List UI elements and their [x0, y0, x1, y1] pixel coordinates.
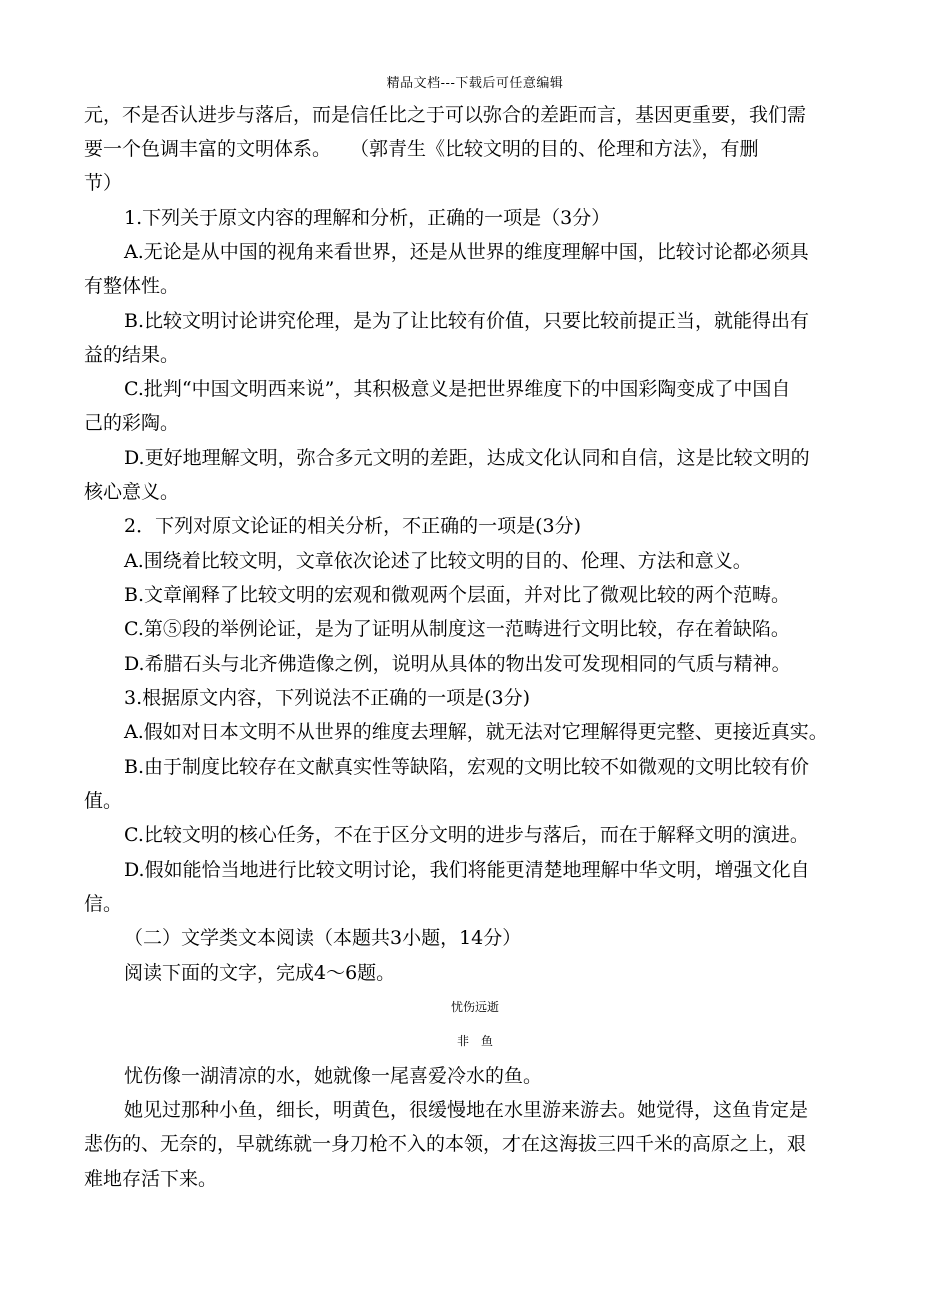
question-3: 3.根据原文内容，下列说法不正确的一项是(3分)	[124, 687, 531, 709]
option-3d: D.假如能恰当地进行比较文明讨论，我们将能更清楚地理解中华文明，增强文化自	[124, 859, 810, 881]
instruction: 阅读下面的文字，完成4～6题。	[124, 962, 396, 984]
option-2b: B.文章阐释了比较文明的宏观和微观两个层面，并对比了微观比较的两个范畴。	[124, 584, 791, 606]
option-3a: A.假如对日本文明不从世界的维度去理解，就无法对它理解得更完整、更接近真实。	[124, 721, 828, 743]
option-2d: D.希腊石头与北齐佛造像之例，说明从具体的物出发可发现相同的气质与精神。	[124, 653, 791, 675]
text-line: 有整体性。	[84, 275, 180, 297]
section-heading: （二）文学类文本阅读（本题共3小题，14分）	[124, 927, 522, 949]
option-1b: B.比较文明讨论讲究伦理，是为了让比较有价值，只要比较前提正当，就能得出有	[124, 310, 810, 332]
text-line: 难地存活下来。	[84, 1168, 218, 1190]
story-paragraph: 她见过那种小鱼，细长，明黄色，很缓慢地在水里游来游去。她觉得，这鱼肯定是	[124, 1099, 809, 1121]
text-line: 要一个色调丰富的文明体系。 （郭青生《比较文明的目的、伦理和方法》，有删	[84, 138, 759, 160]
story-title: 忧伤远逝	[450, 1000, 499, 1014]
option-2c: C.第⑤段的举例论证，是为了证明从制度这一范畴进行文明比较，存在着缺陷。	[124, 618, 790, 640]
story-author: 非 鱼	[456, 1034, 493, 1048]
option-1d: D.更好地理解文明，弥合多元文明的差距，达成文化认同和自信，这是比较文明的	[124, 447, 810, 469]
text-line: 信。	[84, 893, 123, 915]
text-line: 元，不是否认进步与落后，而是信任比之于可以弥合的差距而言，基因更重要，我们需	[84, 104, 807, 126]
text-line: 节）	[84, 172, 123, 194]
option-3b: B.由于制度比较存在文献真实性等缺陷，宏观的文明比较不如微观的文明比较有价	[124, 756, 810, 778]
question-1: 1.下列关于原文内容的理解和分析，正确的一项是（3分）	[124, 207, 611, 229]
option-1c: C.批判“中国文明西来说”，其积极意义是把世界维度下的中国彩陶变成了中国自	[124, 378, 791, 400]
option-1a: A.无论是从中国的视角来看世界，还是从世界的维度理解中国，比较讨论都必须具	[124, 241, 809, 263]
text-line: 益的结果。	[84, 344, 180, 366]
text-line: 悲伤的、无奈的，早就练就一身刀枪不入的本领，才在这海拔三四千米的高原之上，艰	[84, 1133, 807, 1155]
text-line: 核心意义。	[84, 481, 180, 503]
option-2a: A.围绕着比较文明，文章依次论述了比较文明的目的、伦理、方法和意义。	[124, 550, 752, 572]
story-paragraph: 忧伤像一湖清凉的水，她就像一尾喜爱冷水的鱼。	[124, 1065, 543, 1087]
question-2: 2．下列对原文论证的相关分析，不正确的一项是(3分)	[124, 515, 582, 537]
text-line: 值。	[84, 790, 123, 812]
text-line: 己的彩陶。	[84, 412, 180, 434]
option-3c: C.比较文明的核心任务，不在于区分文明的进步与落后，而在于解释文明的演进。	[124, 824, 809, 846]
page-header: 精品文档---下载后可任意编辑	[386, 76, 564, 91]
